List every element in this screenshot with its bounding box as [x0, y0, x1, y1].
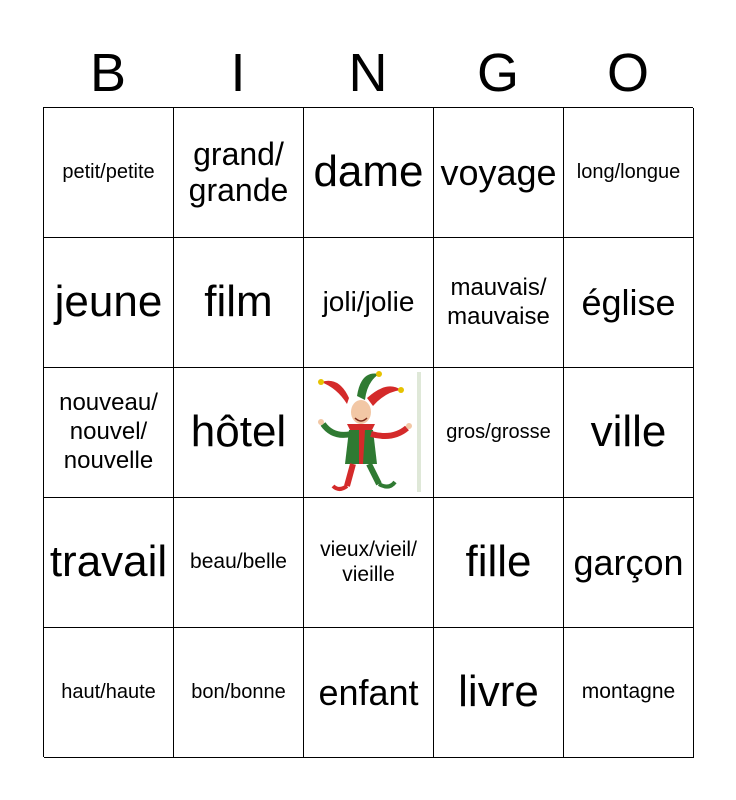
bingo-cell[interactable]: [434, 498, 564, 628]
bingo-cell-text: haut/haute: [61, 681, 156, 703]
bingo-cell[interactable]: [564, 108, 694, 238]
bingo-cell[interactable]: [174, 368, 304, 498]
bingo-cell[interactable]: [44, 238, 174, 368]
bingo-cell-text: fille: [465, 537, 532, 587]
bingo-cell[interactable]: [564, 628, 694, 758]
bingo-cell[interactable]: [174, 628, 304, 758]
bingo-cell-free[interactable]: [304, 368, 434, 498]
bingo-cell-text: montagne: [581, 680, 676, 704]
header-letter-g: G: [476, 43, 519, 103]
bingo-cell-text: long/longue: [576, 161, 681, 183]
bingo-cell[interactable]: [304, 628, 434, 758]
bingo-cell[interactable]: [304, 108, 434, 238]
bingo-cell[interactable]: [174, 108, 304, 238]
bingo-cell[interactable]: [564, 498, 694, 628]
bingo-cell-text: ville: [590, 407, 667, 457]
bingo-cell-text: petit/petite: [62, 161, 155, 183]
bingo-cell[interactable]: [434, 628, 564, 758]
bingo-cell-text: bon/bonne: [191, 681, 286, 703]
bingo-cell-text: voyage: [440, 151, 557, 193]
bingo-cell-text: livre: [458, 667, 539, 717]
bingo-cell[interactable]: [44, 498, 174, 628]
bingo-cell[interactable]: [564, 238, 694, 368]
bingo-cell[interactable]: [434, 108, 564, 238]
bingo-cell-text: beau/belle: [190, 550, 287, 574]
bingo-cell-text: film: [204, 277, 273, 327]
bingo-cell[interactable]: [44, 108, 174, 238]
bingo-cell-text: nouveau/ nouvel/ nouvelle: [59, 389, 158, 474]
bingo-cell[interactable]: [44, 628, 174, 758]
bingo-cell[interactable]: [434, 238, 564, 368]
bingo-cell[interactable]: [174, 238, 304, 368]
bingo-cell[interactable]: [304, 498, 434, 628]
bingo-cell-text: hôtel: [190, 407, 287, 457]
bingo-cell-text: grand/ grande: [188, 136, 289, 208]
header-letter-b: B: [89, 43, 127, 103]
bingo-cell-text: dame: [313, 147, 424, 197]
jester-icon: [309, 368, 429, 498]
bingo-cell-text: garçon: [573, 541, 684, 583]
bingo-cell-text: église: [581, 281, 676, 323]
bingo-cell[interactable]: [44, 368, 174, 498]
bingo-cell-text: mauvais/ mauvaise: [447, 273, 550, 330]
bingo-cell-text: jeune: [54, 277, 163, 327]
bingo-header: [43, 40, 693, 106]
bingo-cell[interactable]: [564, 368, 694, 498]
bingo-grid: [43, 107, 693, 757]
bingo-cell[interactable]: [304, 238, 434, 368]
bingo-cell[interactable]: [434, 368, 564, 498]
bingo-cell-text: travail: [49, 537, 168, 587]
header-letter-o: O: [606, 43, 649, 103]
bingo-cell-text: enfant: [318, 671, 419, 713]
header-letter-n: N: [348, 43, 388, 103]
header-letter-i: I: [230, 43, 246, 103]
bingo-cell-text: gros/grosse: [446, 421, 551, 443]
bingo-cell-text: vieux/vieil/ vieille: [320, 538, 417, 586]
bingo-cell-text: joli/jolie: [322, 286, 415, 318]
bingo-cell[interactable]: [174, 498, 304, 628]
